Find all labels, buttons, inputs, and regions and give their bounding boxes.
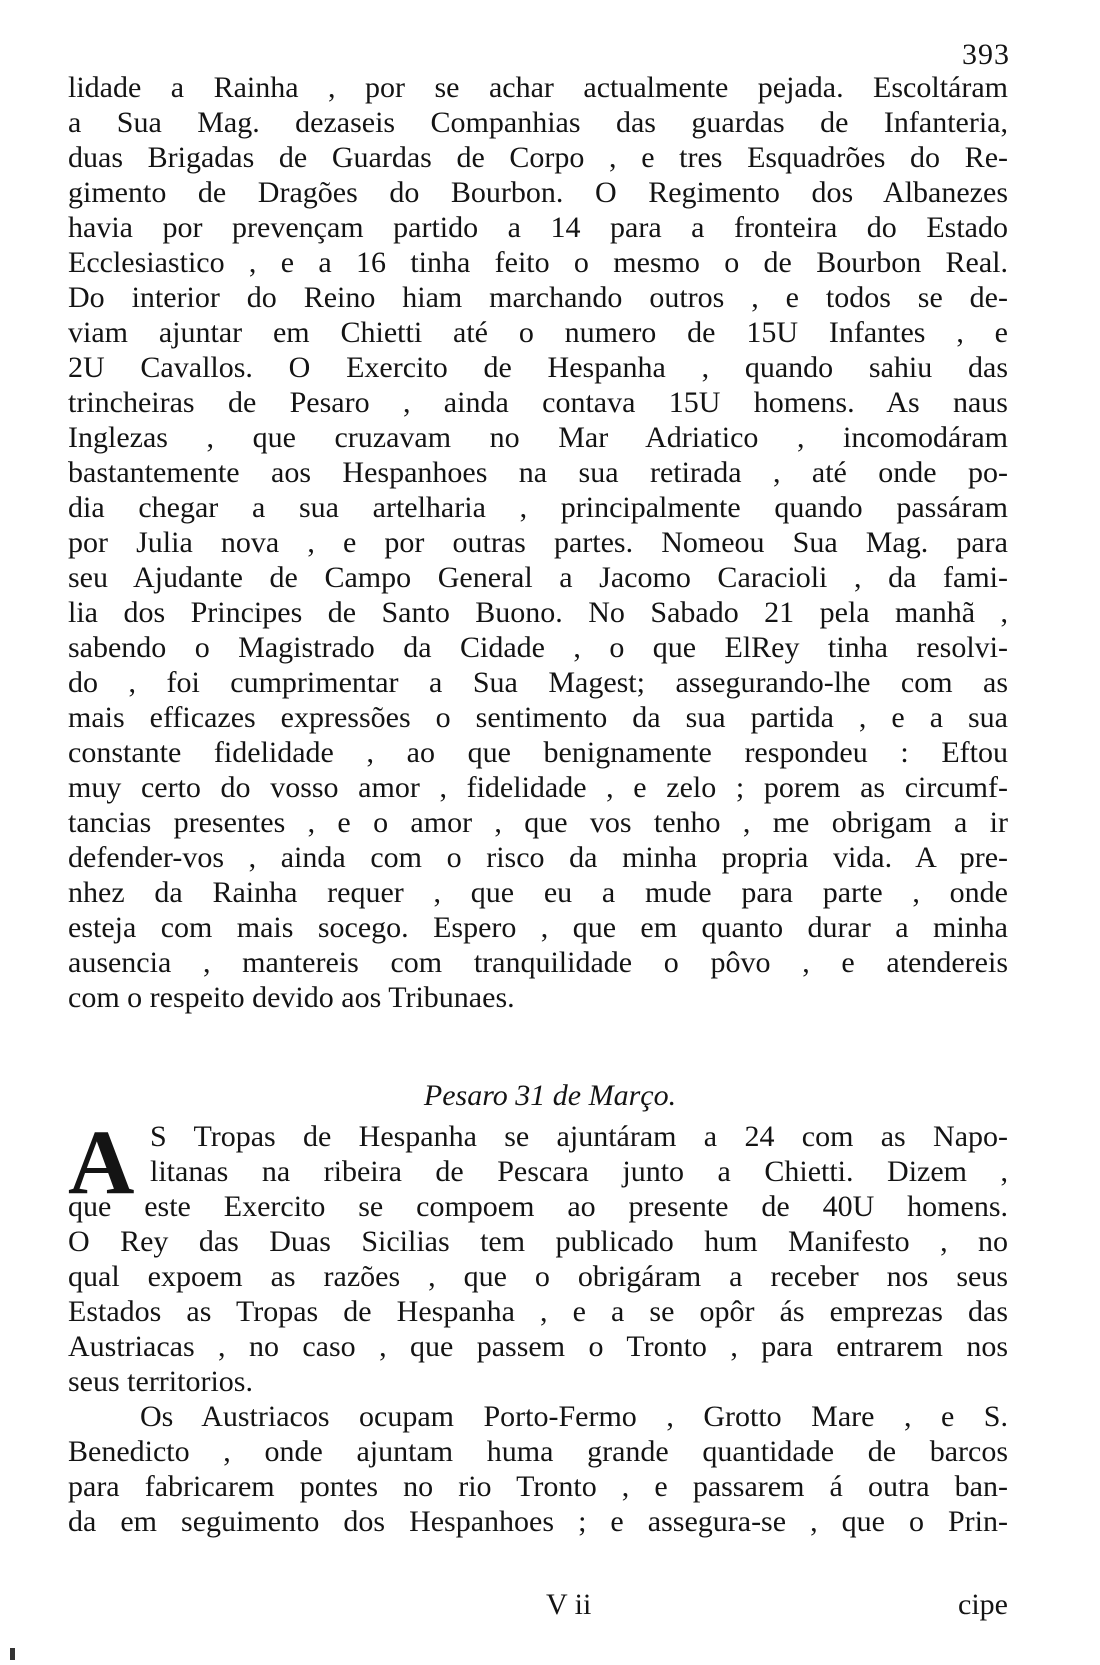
text-line: Inglezas , que cruzavam no Mar Adriatico , incomodáram — [68, 421, 1008, 454]
text-line: mais efficazes expressões o sentimento da sua partida , e a sua — [68, 701, 1008, 734]
text-line: litanas na ribeira de Pescara junto a Chietti. Dizem , — [150, 1155, 1008, 1188]
text-line: havia por prevençam partido a 14 para a fronteira do Estado — [68, 211, 1008, 244]
text-line: O Rey das Duas Sicilias tem publicado hum Manifesto , no — [68, 1225, 1008, 1258]
text-line: Estados as Tropas de Hespanha , e a se opôr ás emprezas das — [68, 1295, 1008, 1328]
text-line: da em seguimento dos Hespanhoes ; e assegura-se , que o Prin- — [68, 1505, 1008, 1538]
text-line: Os Austriacos ocupam Porto-Fermo , Grotto Mare , e S. — [140, 1400, 1008, 1433]
text-block-continuation — [68, 70, 1008, 1015]
text-line: esteja com mais socego. Espero , que em quanto durar a minha — [68, 911, 1008, 944]
text-line: gimento de Dragões do Bourbon. O Regimento dos Albanezes — [68, 176, 1008, 209]
text-line: seus territorios. — [68, 1365, 253, 1398]
text-line: que este Exercito se compoem ao presente de 40U homens. — [68, 1190, 1008, 1223]
text-line: com o respeito devido aos Tribunaes. — [68, 981, 515, 1014]
text-line: defender-vos , ainda com o risco da minha propria vida. A pre- — [68, 841, 1008, 874]
text-line: do , foi cumprimentar a Sua Magest; assegurando-lhe com as — [68, 666, 1008, 699]
text-line: ausencia , mantereis com tranquilidade o pôvo , e atendereis — [68, 946, 1008, 979]
text-line: Benedicto , onde ajuntam huma grande quantidade de barcos — [68, 1435, 1008, 1468]
page-footer — [68, 1588, 1008, 1628]
text-block-pesaro-report — [68, 1111, 1008, 1539]
text-line: tancias presentes , e o amor , que vos tenho , me obrigam a ir — [68, 806, 1008, 839]
drop-cap: A — [68, 1111, 135, 1213]
text-line: viam ajuntar em Chietti até o numero de 15U Infantes , e — [68, 316, 1008, 349]
text-line: Ecclesiastico , e a 16 tinha feito o mesmo o de Bourbon Real. — [68, 246, 1008, 279]
text-line: lia dos Principes de Santo Buono. No Sabado 21 pela manhã , — [68, 596, 1008, 629]
text-line: lidade a Rainha , por se achar actualmente pejada. Escoltáram — [68, 71, 1008, 104]
catchword: cipe — [958, 1588, 1008, 1621]
dateline: Pesaro 31 de Março. — [423, 1079, 677, 1112]
signature-mark: V ii — [546, 1588, 592, 1621]
text-line: Austriacas , no caso , que passem o Tronto , para entrarem nos — [68, 1330, 1008, 1363]
text-line: seu Ajudante de Campo General a Jacomo Caracioli , da fami- — [68, 561, 1008, 594]
text-line: a Sua Mag. dezaseis Companhias das guardas de Infanteria, — [68, 106, 1008, 139]
text-line: constante fidelidade , ao que benignamente respondeu : Eftou — [68, 736, 1008, 769]
text-line: trincheiras de Pesaro , ainda contava 15U homens. As naus — [68, 386, 1008, 419]
text-line: qual expoem as razões , que o obrigáram a receber nos seus — [68, 1260, 1008, 1293]
text-line: sabendo o Magistrado da Cidade , o que ElRey tinha resolvi- — [68, 631, 1008, 664]
text-line: dia chegar a sua artelharia , principalmente quando passáram — [68, 491, 1008, 524]
text-line: nhez da Rainha requer , que eu a mude para parte , onde — [68, 876, 1008, 909]
text-line: para fabricarem pontes no rio Tronto , e passarem á outra ban- — [68, 1470, 1008, 1503]
text-line: duas Brigadas de Guardas de Corpo , e tres Esquadrões do Re- — [68, 141, 1008, 174]
print-speck — [10, 1648, 15, 1660]
text-line: muy certo do vosso amor , fidelidade , e zelo ; porem as circumf- — [68, 771, 1008, 804]
text-line: Do interior do Reino hiam marchando outros , e todos se de- — [68, 281, 1008, 314]
page-number: 393 — [962, 38, 1010, 71]
text-line: 2U Cavallos. O Exercito de Hespanha , quando sahiu das — [68, 351, 1008, 384]
text-line: S Tropas de Hespanha se ajuntáram a 24 com as Napo- — [150, 1120, 1008, 1153]
text-line: por Julia nova , e por outras partes. Nomeou Sua Mag. para — [68, 526, 1008, 559]
text-line: bastantemente aos Hespanhoes na sua retirada , até onde po- — [68, 456, 1008, 489]
